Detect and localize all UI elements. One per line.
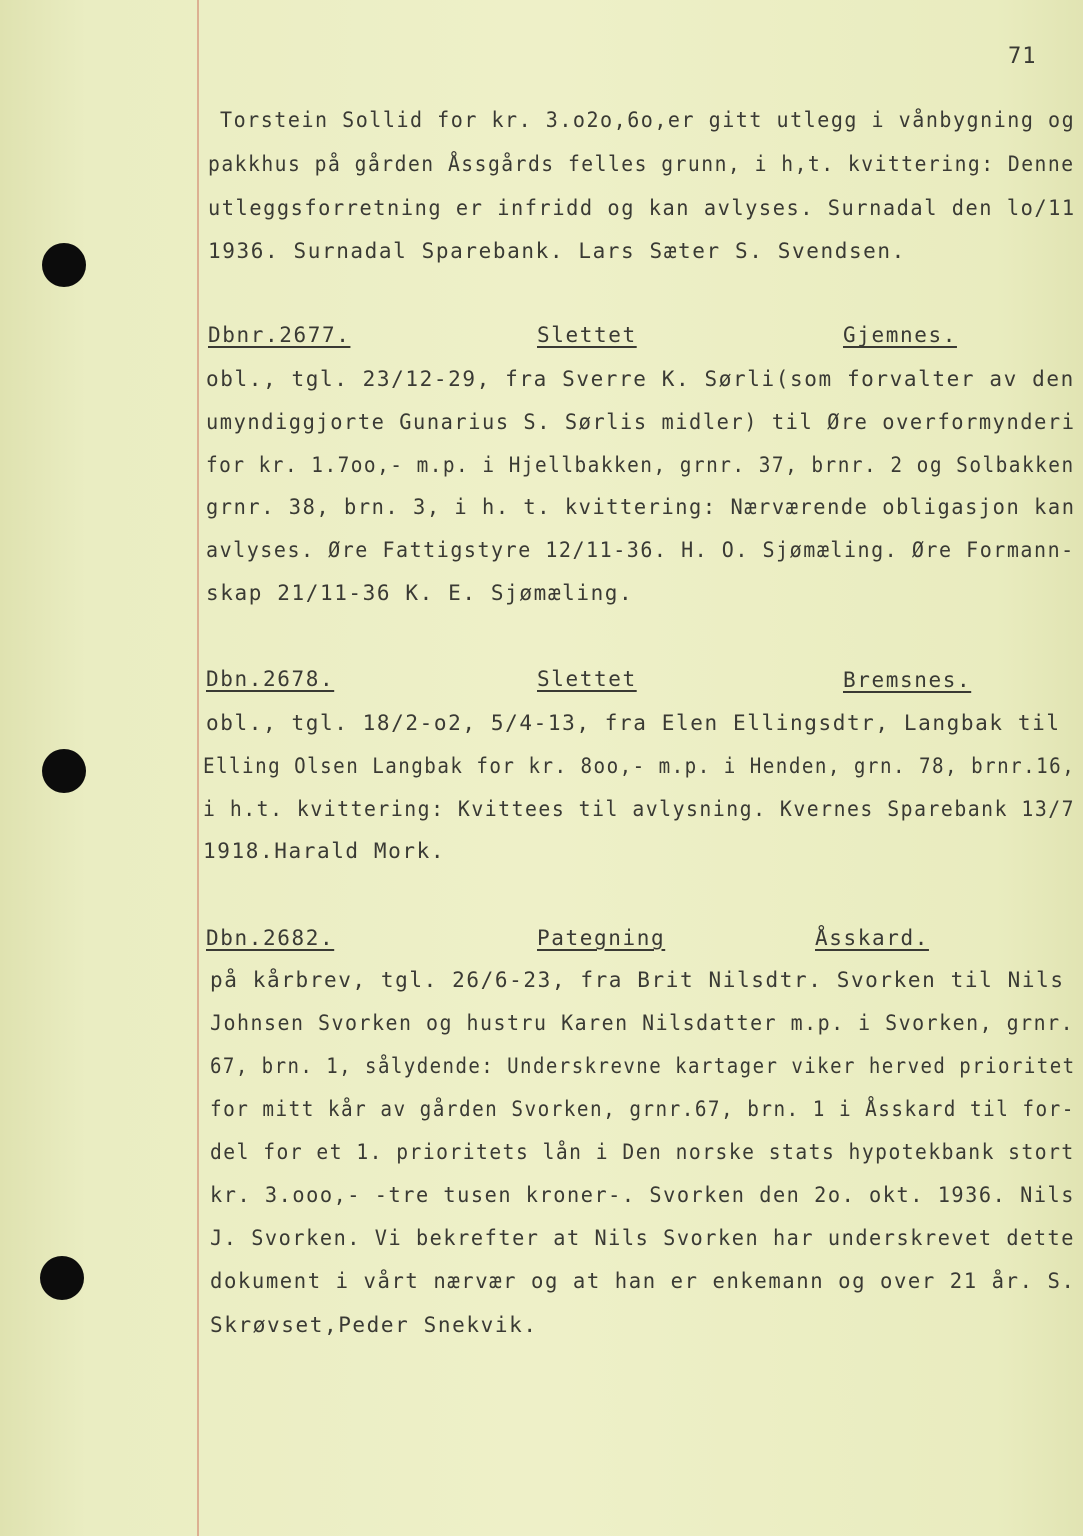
text-line: for kr. 1.7oo,- m.p. i Hjellbakken, grnr. 37, brnr. 2 og Solbakken [206, 453, 1075, 477]
page-number: 71 [1008, 44, 1037, 69]
text-line: avlyses. Øre Fattigstyre 12/11-36. H. O. Sjømæling. Øre Formann- [206, 538, 1075, 562]
entry-number: Dbnr.2677. [208, 323, 351, 347]
text-line: J. Svorken. Vi bekrefter at Nils Svorken har underskrevet dette [210, 1226, 1076, 1250]
margin-rule [197, 0, 199, 1536]
text-line: Skrøvset,Peder Snekvik. [210, 1313, 538, 1337]
text-line: i h.t. kvittering: Kvittees til avlysning. Kvernes Sparebank 13/7 [203, 797, 1076, 821]
text-line: 67, brn. 1, sålydende: Underskrevne kartager viker herved prioritet [210, 1054, 1076, 1078]
text-line: del for et 1. prioritets lån i Den norske stats hypotekbank stort [210, 1140, 1075, 1164]
entry-place: Bremsnes. [843, 668, 972, 692]
text-line: pakkhus på gården Åssgårds felles grunn, i h,t. kvittering: Denne [208, 152, 1075, 176]
text-line: 1936. Surnadal Sparebank. Lars Sæter S. Svendsen. [208, 239, 906, 263]
text-line: obl., tgl. 18/2-o2, 5/4-13, fra Elen Ellingsdtr, Langbak til [206, 711, 1061, 735]
text-line: umyndiggjorte Gunarius S. Sørlis midler) til Øre overformynderi [206, 410, 1076, 434]
entry-number: Dbn.2678. [206, 667, 335, 691]
text-line: utleggsforretning er infridd og kan avlyses. Surnadal den lo/11 [208, 196, 1076, 220]
text-line: kr. 3.ooo,- -tre tusen kroner-. Svorken den 2o. okt. 1936. Nils [210, 1183, 1076, 1207]
text-line: Elling Olsen Langbak for kr. 8oo,- m.p. i Henden, grn. 78, brnr.16, [203, 754, 1076, 778]
text-line: for mitt kår av gården Svorken, grnr.67, brn. 1 i Åsskard til for- [210, 1097, 1075, 1121]
punch-hole-middle [42, 749, 86, 793]
text-line: Johnsen Svorken og hustru Karen Nilsdatter m.p. i Svorken, grnr. [210, 1011, 1075, 1035]
text-line: grnr. 38, brn. 3, i h. t. kvittering: Nærværende obligasjon kan [206, 495, 1076, 519]
entry-place: Åsskard. [815, 926, 929, 950]
entry-type: Slettet [537, 667, 637, 691]
entry-type: Slettet [537, 323, 637, 347]
entry-type: Pategning [537, 926, 666, 950]
text-line: på kårbrev, tgl. 26/6-23, fra Brit Nilsdtr. Svorken til Nils [210, 968, 1065, 992]
punch-hole-top [42, 243, 86, 287]
text-line: skap 21/11-36 K. E. Sjømæling. [206, 581, 634, 605]
punch-hole-bottom [40, 1256, 84, 1300]
text-line: dokument i vårt nærvær og at han er enkemann og over 21 år. S. [210, 1269, 1076, 1293]
entry-place: Gjemnes. [843, 323, 957, 347]
text-line: Torstein Sollid for kr. 3.o2o,6o,er gitt utlegg i vånbygning og [220, 108, 1076, 132]
entry-number: Dbn.2682. [206, 926, 335, 950]
text-line: obl., tgl. 23/12-29, fra Sverre K. Sørli(som forvalter av den [206, 367, 1075, 391]
text-line: 1918.Harald Mork. [203, 839, 446, 863]
